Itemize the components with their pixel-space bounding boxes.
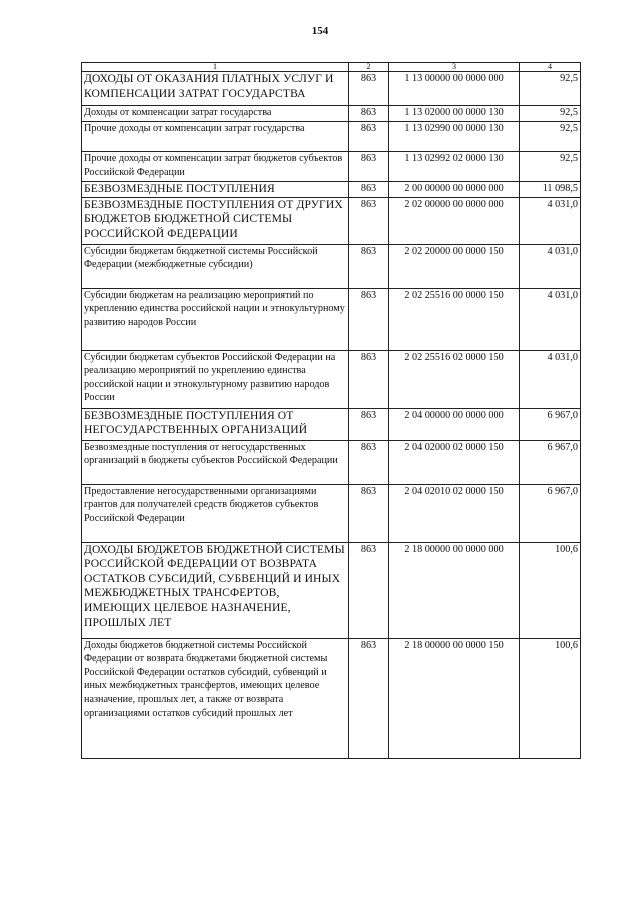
row-budget-code: 2 18 00000 00 0000 150: [389, 638, 520, 758]
row-admin-code: 863: [349, 484, 389, 542]
row-name: Доходы от компенсации затрат государства: [82, 106, 349, 122]
row-amount: 4 031,0: [520, 244, 581, 288]
row-name: ДОХОДЫ ОТ ОКАЗАНИЯ ПЛАТНЫХ УСЛУГ И КОМПЕНСАЦИИ ЗАТРАТ ГОСУДАРСТВА: [82, 72, 349, 106]
table-row: [82, 106, 581, 122]
table-row: [82, 72, 581, 106]
column-header-4: 4: [520, 63, 581, 72]
row-admin-code: 863: [349, 122, 389, 152]
row-name: БЕЗВОЗМЕЗДНЫЕ ПОСТУПЛЕНИЯ ОТ НЕГОСУДАРСТВЕННЫХ ОРГАНИЗАЦИЙ: [82, 408, 349, 440]
column-number-row: [82, 63, 581, 72]
row-name: Доходы бюджетов бюджетной системы Российской Федерации от возврата бюджетами бюджетной системы Российской Федерации остатков субсидий, субвенций и иных межбюджетных трансфертов, имеющих целевое назначение, прошлых лет, а также от возврата организациями остатков субсидий прошлых лет: [82, 638, 349, 758]
table-row: [82, 638, 581, 758]
row-admin-code: 863: [349, 408, 389, 440]
row-amount: 92,5: [520, 72, 581, 106]
row-budget-code: 2 04 02000 02 0000 150: [389, 440, 520, 484]
row-admin-code: 863: [349, 440, 389, 484]
row-amount: 92,5: [520, 122, 581, 152]
row-admin-code: 863: [349, 542, 389, 638]
row-amount: 4 031,0: [520, 288, 581, 350]
row-admin-code: 863: [349, 350, 389, 408]
row-budget-code: 2 18 00000 00 0000 000: [389, 542, 520, 638]
row-name: БЕЗВОЗМЕЗДНЫЕ ПОСТУПЛЕНИЯ: [82, 182, 349, 198]
row-admin-code: 863: [349, 288, 389, 350]
row-admin-code: 863: [349, 152, 389, 182]
row-admin-code: 863: [349, 106, 389, 122]
row-amount: 6 967,0: [520, 408, 581, 440]
row-budget-code: 2 02 00000 00 0000 000: [389, 197, 520, 244]
row-name: Субсидии бюджетам на реализацию мероприятий по укреплению единства российской нации и этнокультурному развитию народов России: [82, 288, 349, 350]
row-name: БЕЗВОЗМЕЗДНЫЕ ПОСТУПЛЕНИЯ ОТ ДРУГИХ БЮДЖЕТОВ БЮДЖЕТНОЙ СИСТЕМЫ РОССИЙСКОЙ ФЕДЕРАЦИИ: [82, 197, 349, 244]
row-amount: 92,5: [520, 152, 581, 182]
row-name: Безвозмездные поступления от негосударственных организаций в бюджеты субъектов Российской Федерации: [82, 440, 349, 484]
table-row: [82, 350, 581, 408]
row-budget-code: 2 04 02010 02 0000 150: [389, 484, 520, 542]
table-row: [82, 484, 581, 542]
column-header-1: 1: [82, 63, 349, 72]
row-budget-code: 2 02 25516 02 0000 150: [389, 350, 520, 408]
row-admin-code: 863: [349, 197, 389, 244]
row-amount: 100,6: [520, 638, 581, 758]
table-header: [82, 63, 581, 72]
row-budget-code: 1 13 02990 00 0000 130: [389, 122, 520, 152]
table-row: [82, 288, 581, 350]
table-row: [82, 152, 581, 182]
row-budget-code: 2 04 00000 00 0000 000: [389, 408, 520, 440]
table-body: [82, 72, 581, 759]
table-row: [82, 182, 581, 198]
table-row: [82, 440, 581, 484]
row-amount: 100,6: [520, 542, 581, 638]
table-row: [82, 197, 581, 244]
row-amount: 11 098,5: [520, 182, 581, 198]
row-name: ДОХОДЫ БЮДЖЕТОВ БЮДЖЕТНОЙ СИСТЕМЫ РОССИЙСКОЙ ФЕДЕРАЦИИ ОТ ВОЗВРАТА ОСТАТКОВ СУБСИДИЙ, СУБВЕНЦИЙ И ИНЫХ МЕЖБЮДЖЕТНЫХ ТРАНСФЕРТОВ, ИМЕЮЩИХ ЦЕЛЕВОЕ НАЗНАЧЕНИЕ, ПРОШЛЫХ ЛЕТ: [82, 542, 349, 638]
row-admin-code: 863: [349, 638, 389, 758]
column-header-2: 2: [349, 63, 389, 72]
row-name: Субсидии бюджетам бюджетной системы Российской Федерации (межбюджетные субсидии): [82, 244, 349, 288]
row-name: Прочие доходы от компенсации затрат бюджетов субъектов Российской Федерации: [82, 152, 349, 182]
row-amount: 92,5: [520, 106, 581, 122]
row-budget-code: 2 02 20000 00 0000 150: [389, 244, 520, 288]
row-budget-code: 1 13 00000 00 0000 000: [389, 72, 520, 106]
budget-table: [81, 62, 581, 759]
row-budget-code: 1 13 02992 02 0000 130: [389, 152, 520, 182]
row-admin-code: 863: [349, 182, 389, 198]
row-admin-code: 863: [349, 244, 389, 288]
table-row: [82, 408, 581, 440]
row-amount: 6 967,0: [520, 484, 581, 542]
column-header-3: 3: [389, 63, 520, 72]
table-row: [82, 244, 581, 288]
table-row: [82, 122, 581, 152]
row-amount: 4 031,0: [520, 197, 581, 244]
table-row: [82, 542, 581, 638]
row-amount: 6 967,0: [520, 440, 581, 484]
page-number: 154: [311, 25, 329, 37]
row-name: Предоставление негосударственными организациями грантов для получателей средств бюджетов субъектов Российской Федерации: [82, 484, 349, 542]
row-budget-code: 2 02 25516 00 0000 150: [389, 288, 520, 350]
row-name: Субсидии бюджетам субъектов Российской Федерации на реализацию мероприятий по укреплению единства российской нации и этнокультурному развитию народов России: [82, 350, 349, 408]
row-budget-code: 2 00 00000 00 0000 000: [389, 182, 520, 198]
row-name: Прочие доходы от компенсации затрат государства: [82, 122, 349, 152]
row-admin-code: 863: [349, 72, 389, 106]
row-amount: 4 031,0: [520, 350, 581, 408]
row-budget-code: 1 13 02000 00 0000 130: [389, 106, 520, 122]
